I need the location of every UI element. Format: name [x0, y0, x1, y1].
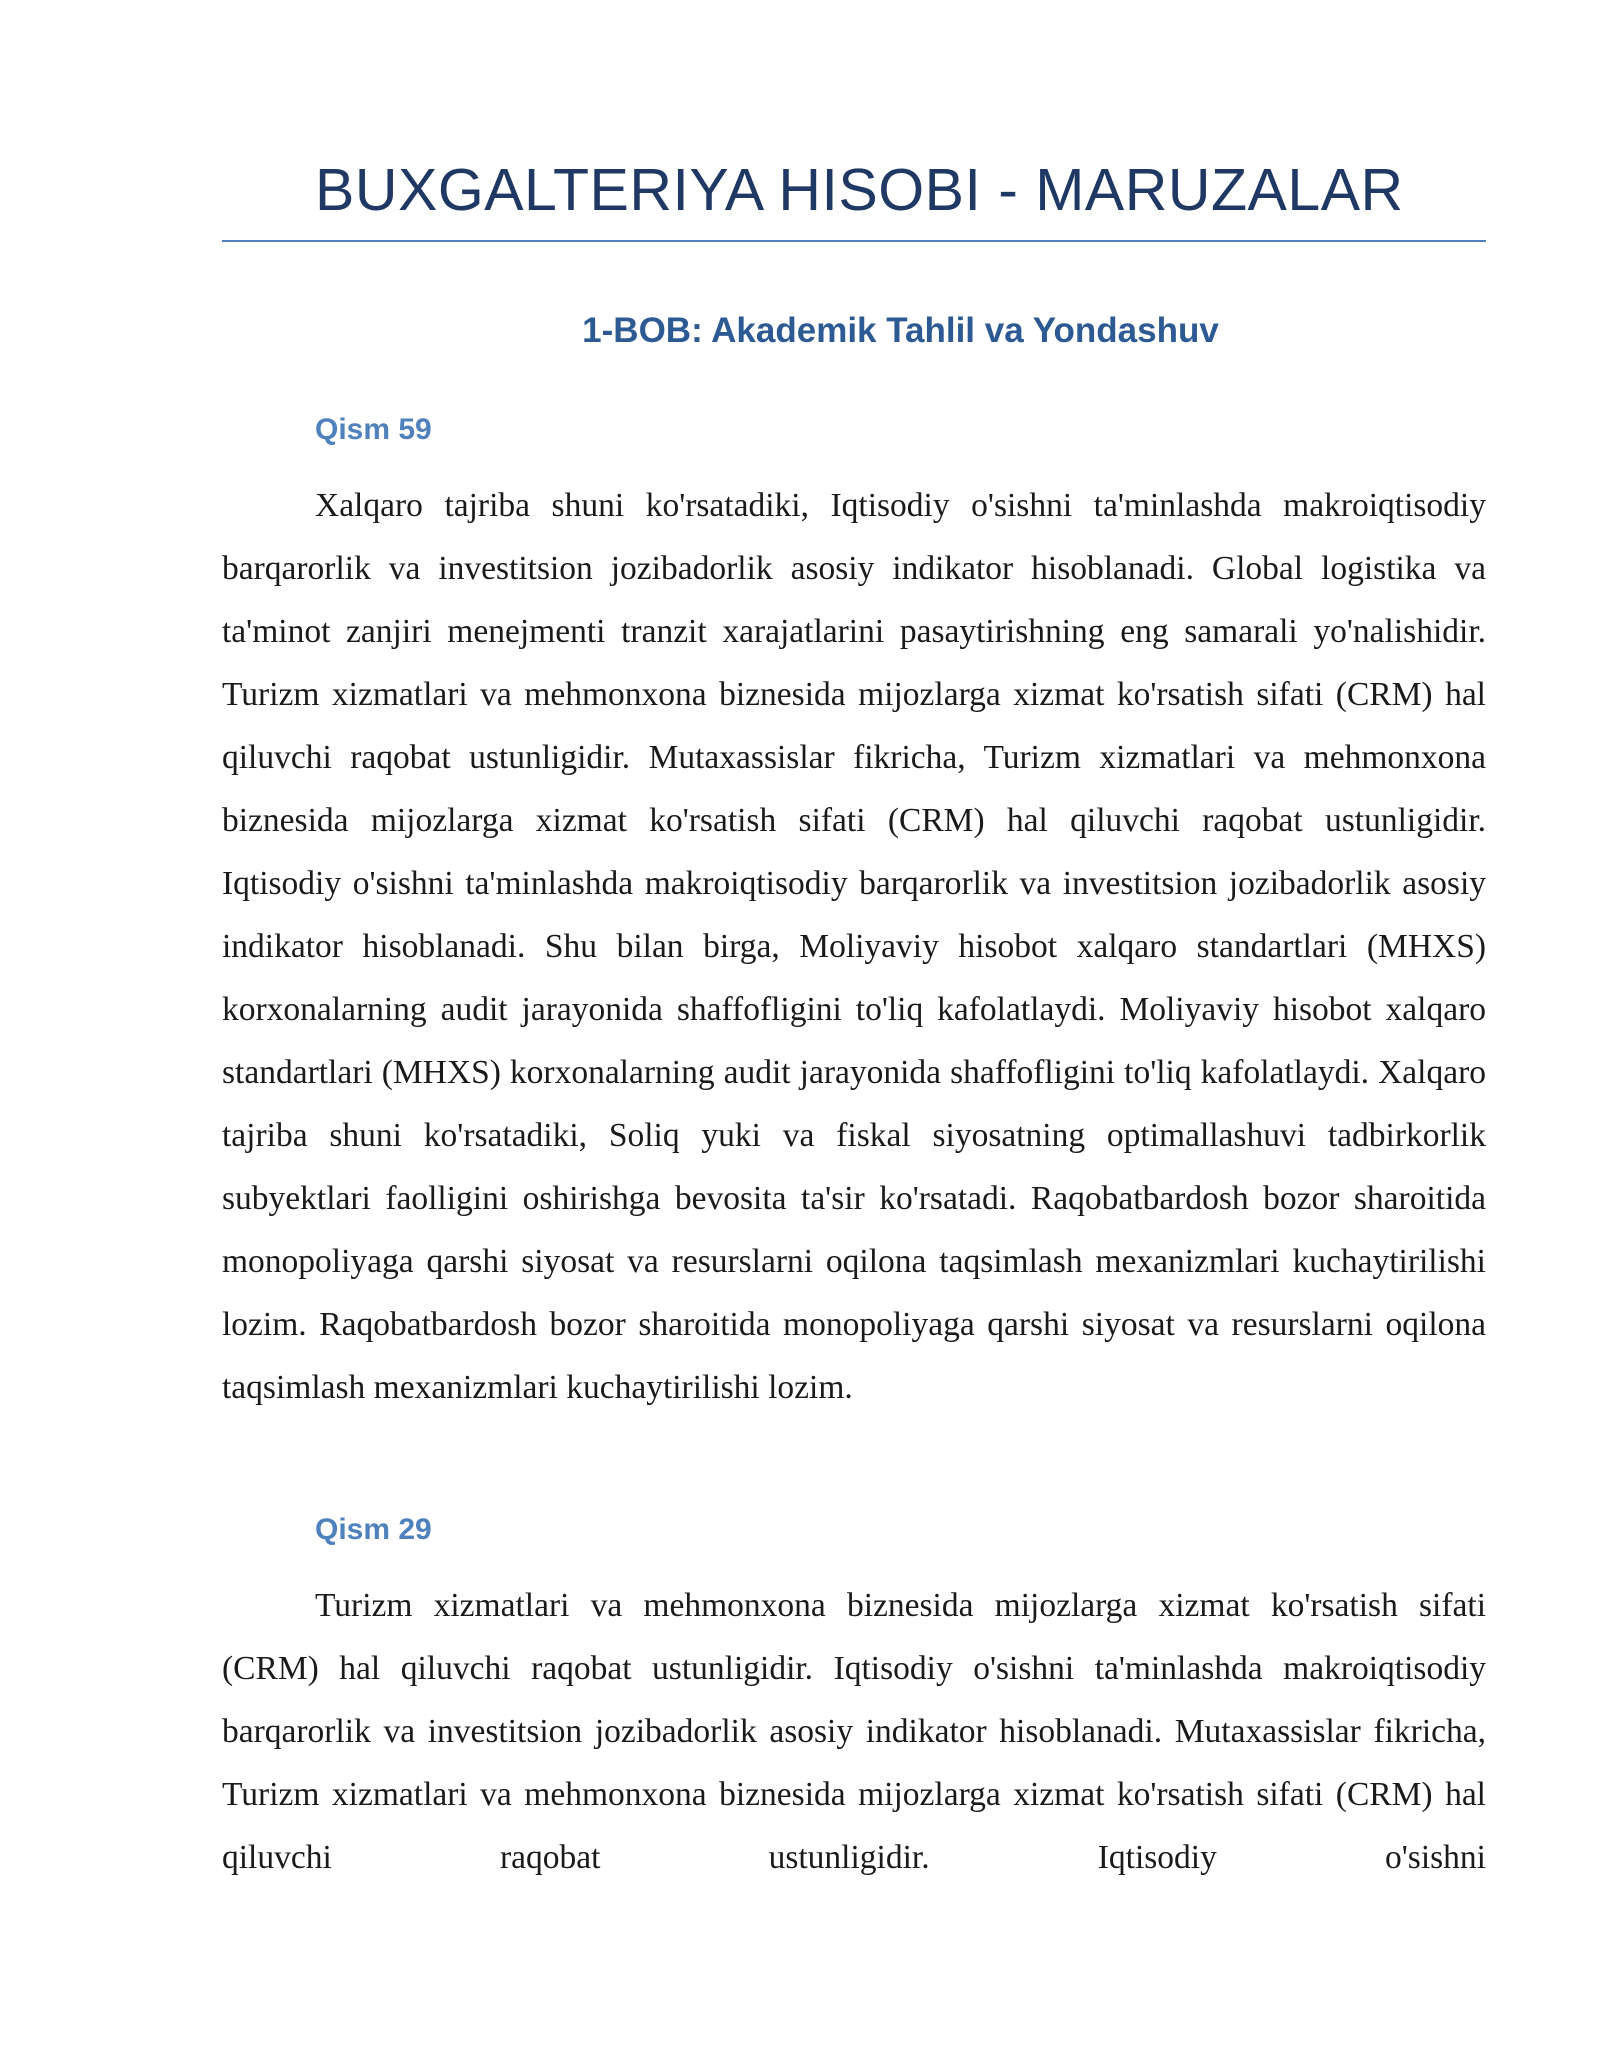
section-block	[222, 408, 1486, 1419]
document-title: BUXGALTERIYA HISOBI - MARUZALAR	[315, 157, 1404, 223]
section-heading: Qism 59	[315, 413, 432, 446]
title-divider	[222, 240, 1486, 242]
section-block	[222, 1508, 1486, 1889]
section-paragraph: Turizm xizmatlari va mehmonxona biznesida mijozlarga xizmat ko'rsatish sifati (CRM) hal qiluvchi raqobat ustunligidir. Iqtisodiy o'sishni ta'minlashda makroiqtisodiy barqarorlik va investitsion jozibadorlik asosiy indikator hisoblanadi. Mutaxassislar fikricha, Turizm xizmatlari va mehmonxona biznesida mijozlarga xizmat ko'rsatish sifati (CRM) hal qiluvchi raqobat ustunligidir. Iqtisodiy o'sishni	[222, 1587, 1486, 1876]
section-heading: Qism 29	[315, 1513, 432, 1546]
chapter-heading: 1-BOB: Akademik Tahlil va Yondashuv	[582, 311, 1219, 350]
section-paragraph: Xalqaro tajriba shuni ko'rsatadiki, Iqtisodiy o'sishni ta'minlashda makroiqtisodiy barqarorlik va investitsion jozibadorlik asosiy indikator hisoblanadi. Global logistika va ta'minot zanjiri menejmenti tranzit xarajatlarini pasaytirishning eng samarali yo'nalishidir. Turizm xizmatlari va mehmonxona biznesida mijozlarga xizmat ko'rsatish sifati (CRM) hal qiluvchi raqobat ustunligidir. Mutaxassislar fikricha, Turizm xizmatlari va mehmonxona biznesida mijozlarga xizmat ko'rsatish sifati (CRM) hal qiluvchi raqobat ustunligidir. Iqtisodiy o'sishni ta'minlashda makroiqtisodiy barqarorlik va investitsion jozibadorlik asosiy indikator hisoblanadi. Shu bilan birga, Moliyaviy hisobot xalqaro standartlari (MHXS) korxonalarning audit jarayonida shaffofligini to'liq kafolatlaydi. Moliyaviy hisobot xalqaro standartlari (MHXS) korxonalarning audit jarayonida shaffofligini to'liq kafolatlaydi. Xalqaro tajriba shuni ko'rsatadiki, Soliq yuki va fiskal siyosatning optimallashuvi tadbirkorlik subyektlari faolligini oshirishga bevosita ta'sir ko'rsatadi. Raqobatbardosh bozor sharoitida monopoliyaga qarshi siyosat va resurslarni oqilona taqsimlash mexanizmlari kuchaytirilishi lozim. Raqobatbardosh bozor sharoitida monopoliyaga qarshi siyosat va resurslarni oqilona taqsimlash mexanizmlari kuchaytirilishi lozim.	[222, 487, 1486, 1406]
